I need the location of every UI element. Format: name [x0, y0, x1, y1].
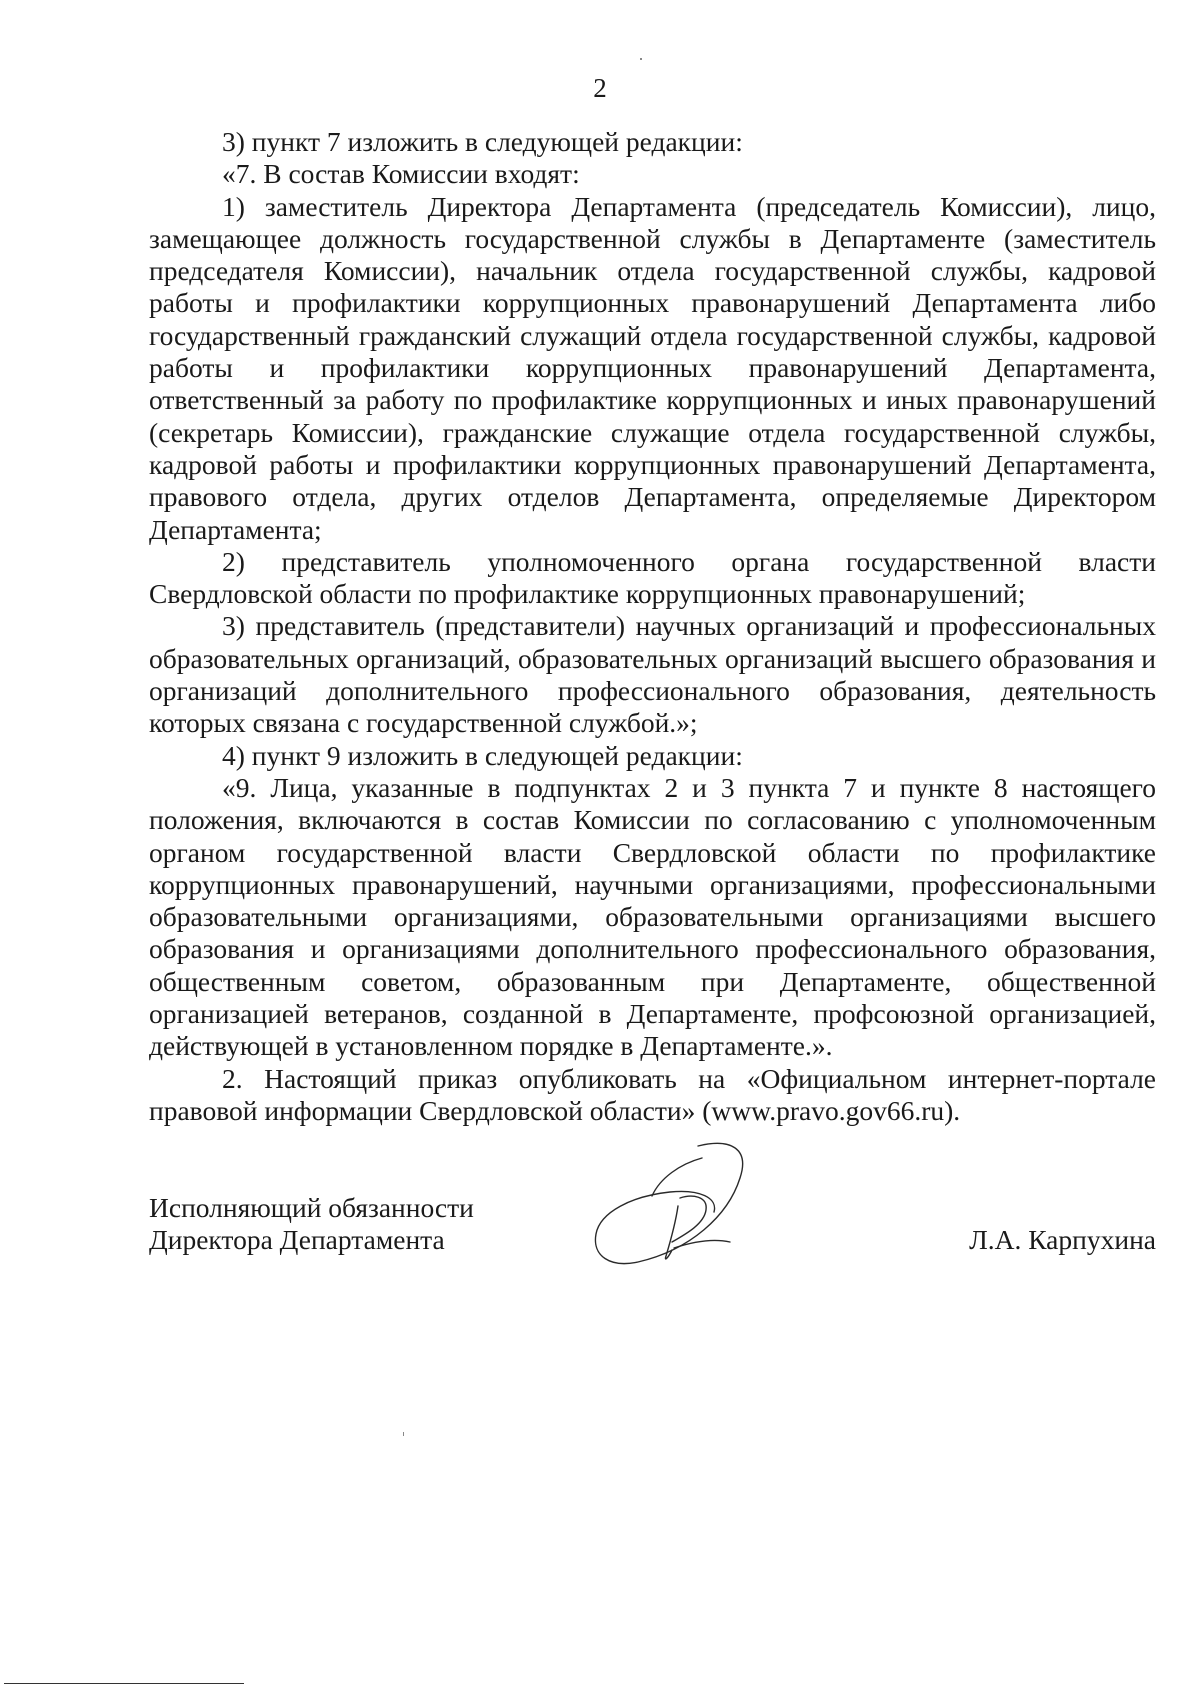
scan-speck: [640, 58, 642, 60]
signer-position-line-2: Директора Департамента: [149, 1224, 445, 1255]
signer-name: Л.А. Карпухина: [969, 1224, 1156, 1255]
paragraph-subpoint-1: 1) заместитель Директора Департамента (председатель Комиссии), лицо, замещающее должность государственной службы в Департаменте (заместитель председателя Комиссии), начальник отдела государственной службы, кадровой работы и профилактики коррупционных правонарушений Департамента либо государственный гражданский служащий отдела государственной службы, кадровой работы и профилактики коррупционных правонарушений Департамента, ответственный за работу по профилактике коррупционных и иных правонарушений (секретарь Комиссии), гражданские служащие отдела государственной службы, кадровой работы и профилактики коррупционных правонарушений Департамента, правового отдела, других отделов Департамента, определяемые Директором Департамента;: [149, 190, 1156, 545]
page-number: 2: [593, 73, 607, 103]
document-body: [149, 126, 1156, 1127]
paragraph-item-4-intro: 4) пункт 9 изложить в следующей редакции:: [222, 739, 743, 771]
signature-block: [149, 1192, 1156, 1272]
paragraph-subpoint-3: 3) представитель (представители) научных организаций и профессиональных образовательных организаций, образовательных организаций высшего образования и организаций дополнительного профессионального образования, деятельность которых связана с государственной службой.»;: [149, 610, 1156, 739]
paragraph-point-9: «9. Лица, указанные в подпунктах 2 и 3 пункта 7 и пункте 8 настоящего положения, включаются в состав Комиссии по согласованию с уполномоченным органом государственной власти Свердловской области по профилактике коррупционных правонарушений, научными организациями, профессиональными образовательными организациями, образовательными организациями высшего образования и организациями дополнительного профессионального образования, общественным советом, образованным при Департаменте, общественной организацией ветеранов, созданной в Департаменте, профсоюзной организацией, действующей в установленном порядке в Департаменте.».: [149, 771, 1156, 1062]
scan-speck: [403, 1432, 404, 1436]
signer-position-line-1: Исполняющий обязанности: [149, 1192, 474, 1223]
signer-position: [149, 1192, 474, 1256]
paragraph-item-3-intro: 3) пункт 7 изложить в следующей редакции:: [222, 126, 743, 157]
paragraph-subpoint-2: 2) представитель уполномоченного органа государственной власти Свердловской области по профилактике коррупционных правонарушений;: [149, 545, 1156, 610]
paragraph-point-7-heading: «7. В состав Комиссии входят:: [222, 158, 580, 190]
footer-rule: [4, 1683, 244, 1684]
paragraph-publication-order: 2. Настоящий приказ опубликовать на «Официальном интернет-портале правовой информации Свердловской области» (www.pravo.gov66.ru).: [149, 1062, 1156, 1126]
